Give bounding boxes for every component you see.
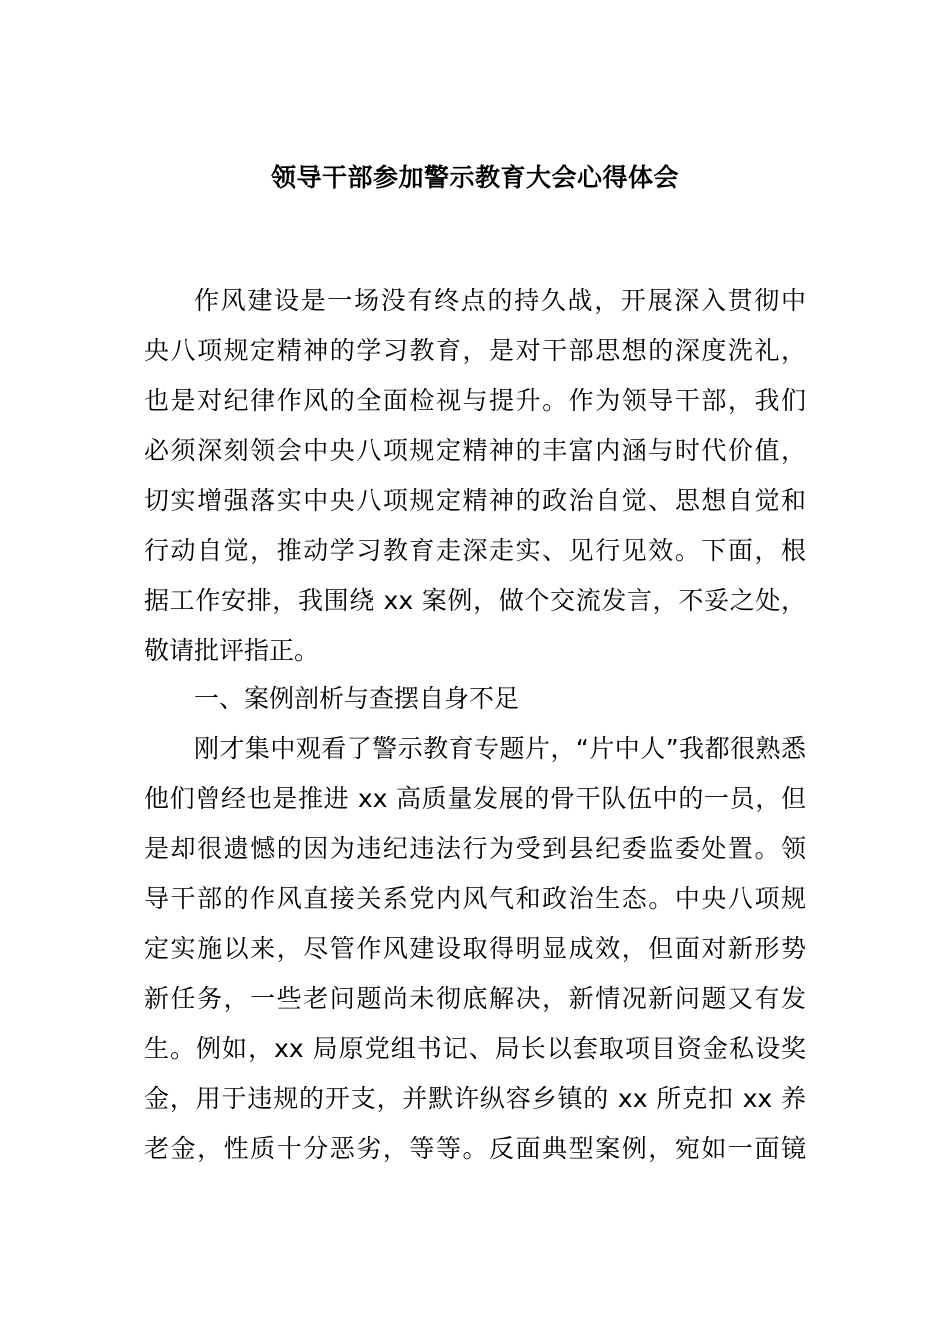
paragraph-2-line: 金，用于违规的开支，并默许纵容乡镇的 xx 所克扣 xx 养 (144, 1084, 806, 1113)
paragraph-1-line: 也是对纪律作风的全面检视与提升。作为领导干部，我们 (144, 386, 806, 415)
paragraph-2-line: 老金，性质十分恶劣，等等。反面典型案例，宛如一面镜 (144, 1134, 806, 1163)
paragraph-2-line: 他们曾经也是推进 xx 高质量发展的骨干队伍中的一员，但 (144, 784, 806, 813)
section-heading: 一、案例剖析与查摆自身不足 (194, 684, 520, 713)
paragraph-2-line: 刚才集中观看了警示教育专题片，“片中人”我都很熟悉 (194, 734, 806, 763)
paragraph-2-line: 导干部的作风直接关系党内风气和政治生态。中央八项规 (144, 884, 806, 913)
paragraph-1-line: 作风建设是一场没有终点的持久战，开展深入贯彻中 (194, 286, 806, 315)
paragraph-1-line: 行动自觉，推动学习教育走深走实、见行见效。下面，根 (144, 536, 806, 565)
paragraph-2-line: 新任务，一些老问题尚未彻底解决，新情况新问题又有发 (144, 984, 806, 1013)
paragraph-2-line: 生。例如，xx 局原党组书记、局长以套取项目资金私设奖 (144, 1034, 806, 1063)
paragraph-2-line: 定实施以来，尽管作风建设取得明显成效，但面对新形势 (144, 934, 806, 963)
paragraph-1-line: 敬请批评指正。 (144, 636, 320, 665)
paragraph-1-line: 央八项规定精神的学习教育，是对干部思想的深度洗礼， (144, 336, 806, 365)
paragraph-2-line: 是却很遗憾的因为违纪违法行为受到县纪委监委处置。领 (144, 834, 806, 863)
paragraph-1-line: 切实增强落实中央八项规定精神的政治自觉、思想自觉和 (144, 486, 806, 515)
document-title: 领导干部参加警示教育大会心得体会 (270, 163, 679, 192)
paragraph-1-line: 必须深刻领会中央八项规定精神的丰富内涵与时代价值， (144, 436, 806, 465)
paragraph-1-line: 据工作安排，我围绕 xx 案例，做个交流发言，不妥之处， (144, 586, 806, 615)
